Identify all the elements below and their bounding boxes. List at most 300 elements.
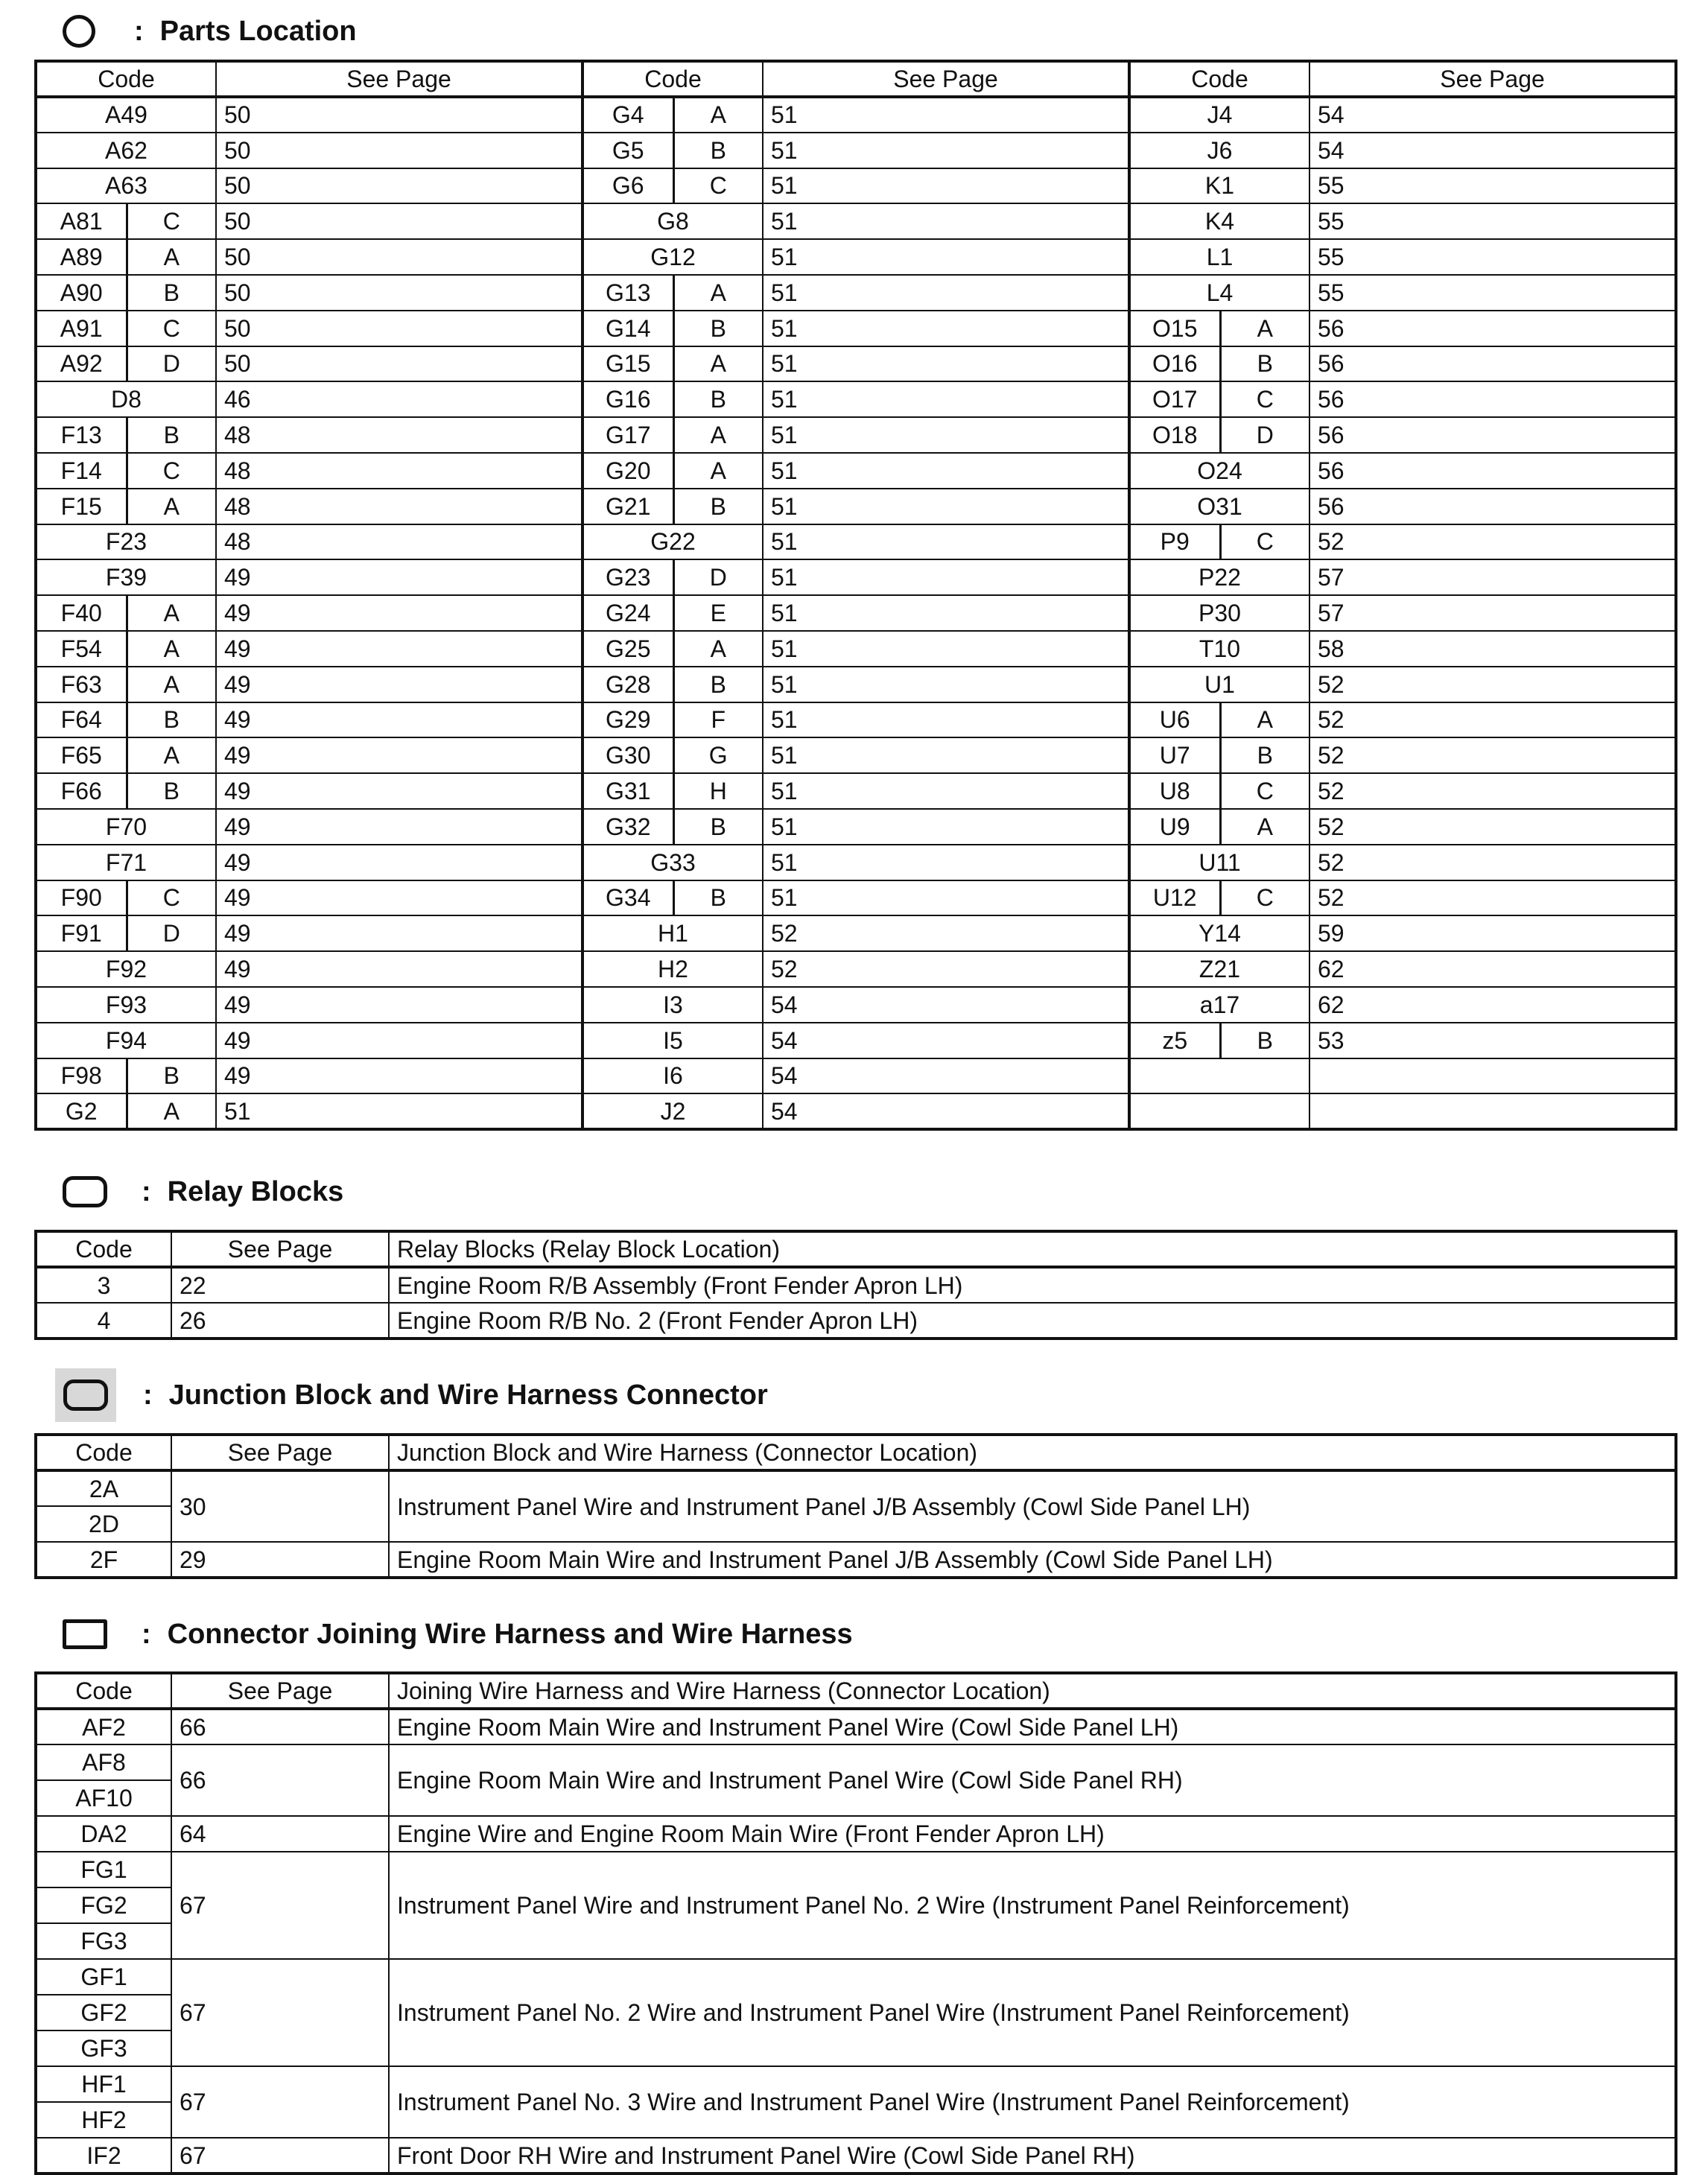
part-see-page: 56 (1309, 311, 1676, 346)
part-see-page: 49 (216, 915, 582, 951)
header-code: Code (1129, 61, 1309, 97)
part-code: F90 (36, 880, 127, 916)
table-row (36, 1058, 1676, 1094)
part-see-page: 48 (216, 417, 582, 453)
part-code: U9 (1129, 809, 1220, 845)
joining-connector-heading: : Connector Joining Wire Harness and Wire Harness (63, 1612, 853, 1657)
row-see-page: 22 (171, 1267, 389, 1303)
header-description: Joining Wire Harness and Wire Harness (Connector Location) (389, 1673, 1676, 1709)
part-connector-letter: B (673, 133, 763, 168)
table-row (36, 489, 1676, 524)
part-see-page: 48 (216, 524, 582, 560)
part-code: O15 (1129, 311, 1220, 346)
header-see-page: See Page (171, 1435, 389, 1470)
part-code: G4 (582, 97, 673, 133)
part-see-page: 52 (1309, 773, 1676, 809)
part-connector-letter: D (1220, 417, 1309, 453)
row-code: FG2 (36, 1887, 171, 1923)
part-code: F70 (36, 809, 216, 845)
table-row (36, 168, 1676, 204)
table-row (36, 737, 1676, 773)
part-see-page: 51 (763, 311, 1129, 346)
table-row (36, 1542, 1676, 1578)
part-see-page: 52 (1309, 880, 1676, 916)
part-see-page: 56 (1309, 489, 1676, 524)
row-code: 2F (36, 1542, 171, 1578)
part-code: G2 (36, 1093, 127, 1129)
row-code: 3 (36, 1267, 171, 1303)
part-see-page: 50 (216, 203, 582, 239)
part-code: H1 (582, 915, 763, 951)
part-see-page: 54 (1309, 97, 1676, 133)
row-see-page: 66 (171, 1709, 389, 1744)
part-connector-letter: A (127, 667, 216, 702)
row-code: FG1 (36, 1852, 171, 1887)
table-row (36, 239, 1676, 275)
part-code: F71 (36, 845, 216, 880)
table-row (36, 1303, 1676, 1339)
part-see-page: 51 (763, 631, 1129, 667)
junction-block-heading: : Junction Block and Wire Harness Connector (63, 1373, 768, 1417)
part-connector-letter: C (127, 453, 216, 489)
header-see-page: See Page (1309, 61, 1676, 97)
row-code: 2A (36, 1470, 171, 1506)
row-description: Engine Room R/B Assembly (Front Fender Apron LH) (389, 1267, 1676, 1303)
part-see-page: 49 (216, 951, 582, 987)
part-code: J6 (1129, 133, 1309, 168)
table-row (36, 809, 1676, 845)
part-connector-letter: A (1220, 311, 1309, 346)
part-see-page: 52 (1309, 809, 1676, 845)
part-see-page: 51 (763, 524, 1129, 560)
part-code: F63 (36, 667, 127, 702)
row-description: Engine Room R/B No. 2 (Front Fender Apron LH) (389, 1303, 1676, 1339)
part-see-page (1309, 1093, 1676, 1129)
part-connector-letter: C (127, 203, 216, 239)
part-code (1129, 1058, 1309, 1094)
part-code: F91 (36, 915, 127, 951)
table-row (36, 559, 1676, 595)
table-row (36, 845, 1676, 880)
row-code: AF10 (36, 1780, 171, 1816)
part-code: G17 (582, 417, 673, 453)
part-see-page: 49 (216, 880, 582, 916)
part-see-page: 50 (216, 346, 582, 382)
part-code: O16 (1129, 346, 1220, 382)
part-see-page: 55 (1309, 275, 1676, 311)
part-see-page: 51 (763, 809, 1129, 845)
part-see-page: 54 (1309, 133, 1676, 168)
table-header (36, 1231, 1676, 1267)
part-see-page: 51 (763, 239, 1129, 275)
part-see-page: 55 (1309, 239, 1676, 275)
part-see-page: 49 (216, 631, 582, 667)
part-see-page: 49 (216, 559, 582, 595)
section-title: Parts Location (159, 15, 357, 47)
row-code: AF8 (36, 1744, 171, 1780)
part-see-page: 49 (216, 809, 582, 845)
part-see-page: 51 (763, 489, 1129, 524)
part-see-page: 49 (216, 595, 582, 631)
part-connector-letter: B (673, 667, 763, 702)
table-row (36, 2138, 1676, 2174)
part-see-page: 49 (216, 845, 582, 880)
part-see-page: 49 (216, 987, 582, 1023)
part-see-page: 49 (216, 667, 582, 702)
part-connector-letter: C (127, 880, 216, 916)
row-see-page: 29 (171, 1542, 389, 1578)
part-connector-letter: B (127, 702, 216, 738)
part-connector-letter: B (673, 880, 763, 916)
table-row (36, 1959, 1676, 1995)
row-code: IF2 (36, 2138, 171, 2174)
table-row (36, 275, 1676, 311)
part-code: G20 (582, 453, 673, 489)
part-see-page: 51 (763, 595, 1129, 631)
part-see-page: 56 (1309, 417, 1676, 453)
part-see-page: 51 (763, 845, 1129, 880)
part-connector-letter: C (1220, 381, 1309, 417)
part-see-page: 58 (1309, 631, 1676, 667)
row-code: HF1 (36, 2066, 171, 2102)
part-see-page: 51 (216, 1093, 582, 1129)
row-description: Front Door RH Wire and Instrument Panel Wire (Cowl Side Panel RH) (389, 2138, 1676, 2174)
part-see-page: 50 (216, 133, 582, 168)
table-row (36, 524, 1676, 560)
part-code: D8 (36, 381, 216, 417)
row-see-page: 30 (171, 1470, 389, 1542)
table-row (36, 631, 1676, 667)
table-row (36, 595, 1676, 631)
part-code: F65 (36, 737, 127, 773)
part-code: U8 (1129, 773, 1220, 809)
part-see-page: 57 (1309, 559, 1676, 595)
part-see-page: 52 (763, 915, 1129, 951)
part-see-page: 56 (1309, 453, 1676, 489)
part-code: F54 (36, 631, 127, 667)
part-code: O18 (1129, 417, 1220, 453)
part-code: O31 (1129, 489, 1309, 524)
part-code: J2 (582, 1093, 763, 1129)
part-code: F14 (36, 453, 127, 489)
header-see-page: See Page (171, 1231, 389, 1267)
part-see-page: 59 (1309, 915, 1676, 951)
part-code: F94 (36, 1023, 216, 1058)
row-code: GF2 (36, 1995, 171, 2030)
header-code: Code (36, 1435, 171, 1470)
table-row (36, 987, 1676, 1023)
part-connector-letter: C (1220, 524, 1309, 560)
table-row (36, 1744, 1676, 1780)
part-connector-letter: A (673, 275, 763, 311)
header-see-page: See Page (216, 61, 582, 97)
part-code: I6 (582, 1058, 763, 1094)
part-code: F93 (36, 987, 216, 1023)
part-see-page: 62 (1309, 951, 1676, 987)
row-description: Engine Room Main Wire and Instrument Panel Wire (Cowl Side Panel RH) (389, 1744, 1676, 1816)
table-row (36, 1023, 1676, 1058)
part-see-page: 51 (763, 346, 1129, 382)
table-header (36, 1673, 1676, 1709)
part-code: F66 (36, 773, 127, 809)
part-connector-letter: B (1220, 1023, 1309, 1058)
table-row (36, 915, 1676, 951)
part-connector-letter: A (673, 346, 763, 382)
table-row (36, 1267, 1676, 1303)
part-connector-letter: A (673, 631, 763, 667)
row-code: GF3 (36, 2030, 171, 2066)
part-connector-letter: A (127, 595, 216, 631)
part-see-page: 54 (763, 987, 1129, 1023)
part-code: K1 (1129, 168, 1309, 204)
row-description: Engine Wire and Engine Room Main Wire (Front Fender Apron LH) (389, 1816, 1676, 1852)
row-see-page: 66 (171, 1744, 389, 1816)
part-see-page: 56 (1309, 381, 1676, 417)
table-row (36, 381, 1676, 417)
part-code: A49 (36, 97, 216, 133)
part-code: J4 (1129, 97, 1309, 133)
table-row (36, 417, 1676, 453)
part-code: U6 (1129, 702, 1220, 738)
part-see-page: 51 (763, 880, 1129, 916)
part-code: A62 (36, 133, 216, 168)
part-see-page: 62 (1309, 987, 1676, 1023)
table-row (36, 311, 1676, 346)
part-see-page: 51 (763, 381, 1129, 417)
part-see-page: 50 (216, 239, 582, 275)
part-connector-letter: H (673, 773, 763, 809)
part-see-page: 54 (763, 1058, 1129, 1094)
part-see-page: 48 (216, 453, 582, 489)
part-code: A89 (36, 239, 127, 275)
part-code: G24 (582, 595, 673, 631)
part-code: G15 (582, 346, 673, 382)
section-title: Junction Block and Wire Harness Connector (168, 1379, 768, 1411)
joining-connector-table (34, 1671, 1677, 2175)
part-code: O17 (1129, 381, 1220, 417)
part-code: A63 (36, 168, 216, 204)
part-code: G29 (582, 702, 673, 738)
part-connector-letter: B (127, 417, 216, 453)
part-code: F98 (36, 1058, 127, 1094)
part-code: F15 (36, 489, 127, 524)
part-code: G25 (582, 631, 673, 667)
table-row (36, 346, 1676, 382)
part-code: G12 (582, 239, 763, 275)
part-code: G31 (582, 773, 673, 809)
part-see-page: 51 (763, 417, 1129, 453)
shaded-rounded-rectangle-symbol-icon (63, 1379, 108, 1411)
part-code: G33 (582, 845, 763, 880)
header-description: Junction Block and Wire Harness (Connector Location) (389, 1435, 1676, 1470)
part-connector-letter: A (127, 239, 216, 275)
part-connector-letter: B (673, 311, 763, 346)
part-see-page: 49 (216, 1023, 582, 1058)
circle-symbol-icon (63, 15, 95, 48)
part-see-page: 51 (763, 773, 1129, 809)
part-connector-letter: A (1220, 809, 1309, 845)
part-code: G21 (582, 489, 673, 524)
part-code: F64 (36, 702, 127, 738)
parts-location-table (34, 60, 1677, 1131)
part-connector-letter: A (673, 417, 763, 453)
part-code: G5 (582, 133, 673, 168)
table-row (36, 453, 1676, 489)
row-see-page: 64 (171, 1816, 389, 1852)
header-code: Code (36, 1673, 171, 1709)
part-connector-letter: B (127, 1058, 216, 1094)
junction-block-table (34, 1433, 1677, 1579)
part-see-page: 50 (216, 97, 582, 133)
part-code: A92 (36, 346, 127, 382)
part-connector-letter: B (1220, 346, 1309, 382)
row-description: Instrument Panel Wire and Instrument Panel No. 2 Wire (Instrument Panel Reinforcement) (389, 1852, 1676, 1959)
part-code: a17 (1129, 987, 1309, 1023)
part-connector-letter: G (673, 737, 763, 773)
part-code: P22 (1129, 559, 1309, 595)
header-see-page: See Page (763, 61, 1129, 97)
part-see-page: 51 (763, 203, 1129, 239)
part-code: G6 (582, 168, 673, 204)
row-description: Instrument Panel No. 2 Wire and Instrument Panel Wire (Instrument Panel Reinforcement) (389, 1959, 1676, 2066)
part-see-page: 52 (1309, 737, 1676, 773)
part-code: G13 (582, 275, 673, 311)
header-see-page: See Page (171, 1673, 389, 1709)
part-see-page: 49 (216, 702, 582, 738)
part-connector-letter: A (127, 1093, 216, 1129)
row-see-page: 26 (171, 1303, 389, 1339)
relay-blocks-table (34, 1230, 1677, 1340)
part-code: U1 (1129, 667, 1309, 702)
row-code: 4 (36, 1303, 171, 1339)
header-description: Relay Blocks (Relay Block Location) (389, 1231, 1676, 1267)
part-code: G16 (582, 381, 673, 417)
part-code: G28 (582, 667, 673, 702)
part-connector-letter: D (127, 346, 216, 382)
part-see-page: 55 (1309, 168, 1676, 204)
table-row (36, 1816, 1676, 1852)
part-see-page: 56 (1309, 346, 1676, 382)
part-code: L1 (1129, 239, 1309, 275)
part-see-page: 46 (216, 381, 582, 417)
part-code: z5 (1129, 1023, 1220, 1058)
part-connector-letter: A (127, 631, 216, 667)
part-see-page: 52 (1309, 667, 1676, 702)
part-connector-letter: B (673, 489, 763, 524)
part-code: F13 (36, 417, 127, 453)
part-code: U11 (1129, 845, 1309, 880)
part-code: G32 (582, 809, 673, 845)
part-see-page: 50 (216, 168, 582, 204)
part-code: H2 (582, 951, 763, 987)
part-connector-letter: F (673, 702, 763, 738)
part-code: F23 (36, 524, 216, 560)
part-code: G8 (582, 203, 763, 239)
table-row (36, 667, 1676, 702)
part-see-page: 51 (763, 133, 1129, 168)
table-row (36, 2066, 1676, 2102)
part-connector-letter: C (127, 311, 216, 346)
row-code: HF2 (36, 2102, 171, 2138)
part-see-page: 52 (1309, 524, 1676, 560)
part-code: G30 (582, 737, 673, 773)
table-row (36, 97, 1676, 133)
part-connector-letter: C (1220, 773, 1309, 809)
part-see-page: 51 (763, 737, 1129, 773)
part-code: Y14 (1129, 915, 1309, 951)
row-code: GF1 (36, 1959, 171, 1995)
table-header (36, 1435, 1676, 1470)
part-see-page: 51 (763, 453, 1129, 489)
table-row (36, 880, 1676, 916)
table-row (36, 1709, 1676, 1744)
part-see-page: 51 (763, 559, 1129, 595)
part-code: U12 (1129, 880, 1220, 916)
row-code: AF2 (36, 1709, 171, 1744)
part-see-page: 50 (216, 311, 582, 346)
part-see-page: 54 (763, 1023, 1129, 1058)
relay-blocks-heading: : Relay Blocks (63, 1169, 343, 1214)
part-connector-letter: E (673, 595, 763, 631)
part-connector-letter: B (127, 275, 216, 311)
part-connector-letter: D (673, 559, 763, 595)
part-code: A81 (36, 203, 127, 239)
part-see-page (1309, 1058, 1676, 1094)
row-see-page: 67 (171, 2066, 389, 2138)
part-code: P9 (1129, 524, 1220, 560)
parts-location-heading: : Parts Location (63, 9, 357, 54)
part-connector-letter: A (127, 737, 216, 773)
table-row (36, 203, 1676, 239)
part-see-page: 55 (1309, 203, 1676, 239)
part-see-page: 52 (1309, 845, 1676, 880)
row-description: Instrument Panel Wire and Instrument Panel J/B Assembly (Cowl Side Panel LH) (389, 1470, 1676, 1542)
part-see-page: 51 (763, 97, 1129, 133)
header-code: Code (36, 61, 216, 97)
part-see-page: 49 (216, 737, 582, 773)
part-code: A90 (36, 275, 127, 311)
part-code: T10 (1129, 631, 1309, 667)
table-row (36, 133, 1676, 168)
part-connector-letter: A (1220, 702, 1309, 738)
part-code: I3 (582, 987, 763, 1023)
part-connector-letter: A (673, 453, 763, 489)
table-row (36, 773, 1676, 809)
part-code: I5 (582, 1023, 763, 1058)
part-see-page: 51 (763, 275, 1129, 311)
part-see-page: 50 (216, 275, 582, 311)
row-code: 2D (36, 1506, 171, 1542)
part-code: F39 (36, 559, 216, 595)
rounded-rectangle-symbol-icon (63, 1176, 107, 1207)
row-description: Instrument Panel No. 3 Wire and Instrument Panel Wire (Instrument Panel Reinforcement) (389, 2066, 1676, 2138)
part-connector-letter: B (673, 809, 763, 845)
part-code: G14 (582, 311, 673, 346)
row-see-page: 67 (171, 1852, 389, 1959)
table-row (36, 951, 1676, 987)
part-code: G22 (582, 524, 763, 560)
part-code: K4 (1129, 203, 1309, 239)
row-see-page: 67 (171, 1959, 389, 2066)
part-connector-letter: C (1220, 880, 1309, 916)
part-connector-letter: A (127, 489, 216, 524)
header-code: Code (36, 1231, 171, 1267)
part-see-page: 53 (1309, 1023, 1676, 1058)
row-description: Engine Room Main Wire and Instrument Panel Wire (Cowl Side Panel LH) (389, 1709, 1676, 1744)
section-title: Relay Blocks (167, 1175, 344, 1207)
part-connector-letter: B (127, 773, 216, 809)
part-code: O24 (1129, 453, 1309, 489)
